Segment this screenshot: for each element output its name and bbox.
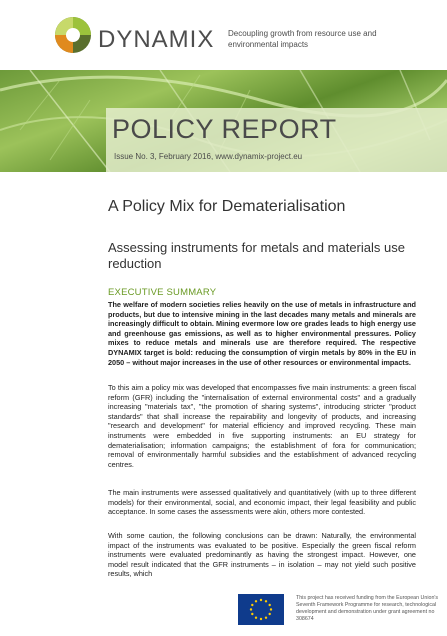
issue-line: Issue No. 3, February 2016, www.dynamix-project.eu (114, 152, 303, 161)
paragraph-conclusions: With some caution, the following conclusions can be drawn: Naturally, the environmental impact of the instruments was evaluated to be positive. Especially the green fiscal reform instruments were evaluated predominantly as having the strongest impact. However, one model result indicated that the GFR instruments – in isolation – may not yield such positive results, which (108, 531, 416, 579)
section-heading: EXECUTIVE SUMMARY (108, 287, 217, 298)
funding-notice: This project has received funding from the European Union's Seventh Framework Programme for research, technological development and demonstration under grant agreement no 308674 (296, 595, 439, 622)
dynamix-logo-icon (54, 16, 92, 54)
eu-flag-icon (238, 594, 284, 625)
paragraph-assessment: The main instruments were assessed qualitatively and quantitatively (with up to three different models) for their environmental, social, and economic impact, their legal feasibility and public acceptance. In some cases the assessments were akin, others more contested. (108, 488, 416, 517)
page-subtitle: Assessing instruments for metals and materials use reduction (108, 240, 405, 271)
leaf-banner (0, 70, 447, 172)
page-title: A Policy Mix for Dematerialisation (108, 198, 346, 215)
page-header (0, 0, 447, 70)
report-title: POLICY REPORT (112, 114, 337, 144)
paragraph-intro: The welfare of modern societies relies heavily on the use of metals in infrastructure and products, but due to intensive mining in the last decades many metals and minerals are increasingly difficult to obtain. Mining evermore low ore grades leads to high energy use and greenhouse gas emissions, as well as to higher environmental pressures. Policy mixes to reduce metals and minerals use are therefore required. The respective DYNAMIX target is bold: reducing the consumption of virgin metals by 80% in the EU in 2050 – without major increases in the use of other resources or environmental impacts. (108, 300, 416, 367)
paragraph-policy-mix: To this aim a policy mix was developed that encompasses five main instruments: a green fiscal reform (GFR) including the "internalisation of external environmental costs" and a gradually increasing "materials tax", "the promotion of sharing systems", introducing stricter "product standards" that shall increase the repairability and longevity of products, and increasing "research and development" for material efficiency and improved recycling. These main instruments were embedded in five supporting instruments: an EU strategy for dematerialisation; information campaigns; the establishment of fora for communication; removal of environmentally harmful subsidies and the establishment of advanced recycling centres. (108, 383, 416, 469)
brand-tagline: Decoupling growth from resource use and environmental impacts (228, 29, 377, 49)
brand-name: DYNAMIX (98, 26, 215, 53)
